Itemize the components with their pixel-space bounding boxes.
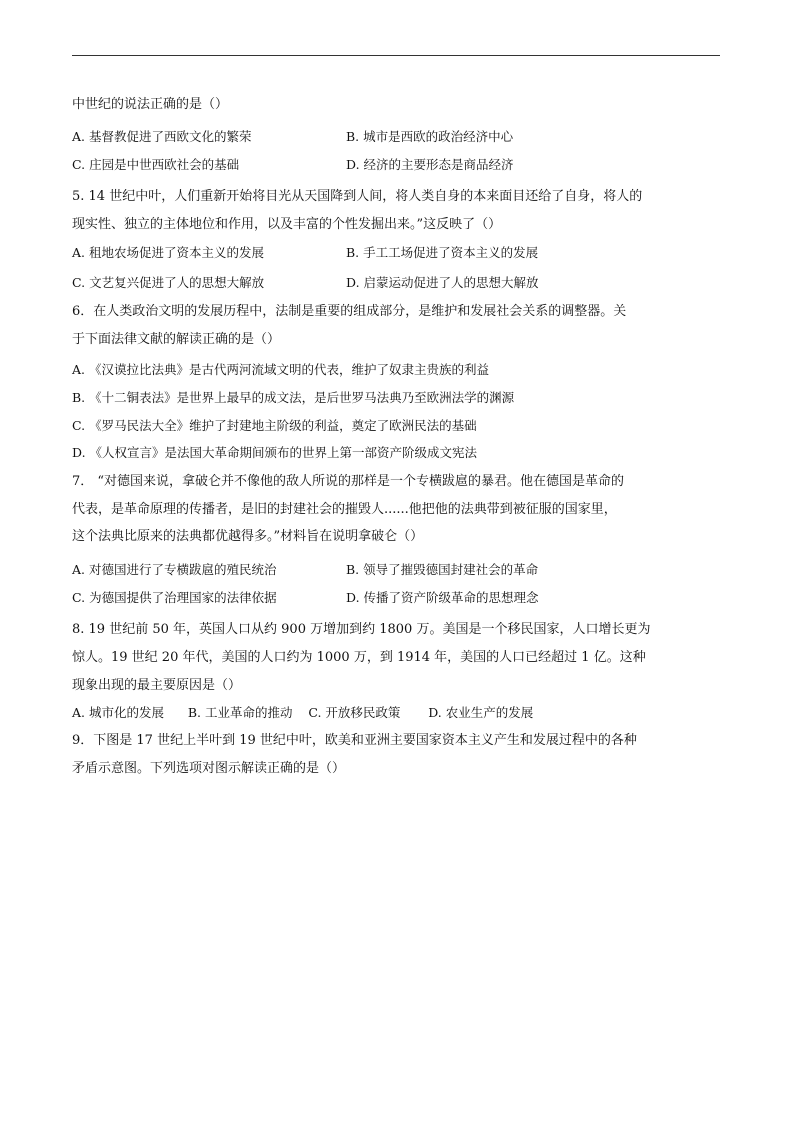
q7-option-d: D. 传播了资产阶级革命的思想理念 [346, 590, 539, 605]
q6-stem-line-1: 6．在人类政治文明的发展历程中，法制是重要的组成部分，是维护和发展社会关系的调整器。关 [72, 304, 627, 319]
q7-option-b: B. 领导了摧毁德国封建社会的革命 [346, 562, 539, 577]
q4-option-d: D. 经济的主要形态是商品经济 [346, 157, 514, 172]
q9-stem-line-1: 9．下图是 17 世纪上半叶到 19 世纪中叶，欧美和亚洲主要国家资本主义产生和发展过程中的各种 [72, 733, 637, 748]
q8-options: A. 城市化的发展 B. 工业革命的推动 C. 开放移民政策 D. 农业生产的发展 [72, 705, 534, 720]
q5-option-b: B. 手工工场促进了资本主义的发展 [346, 245, 539, 260]
q6-option-b: B. 《十二铜表法》是世界上最早的成文法，是后世罗马法典乃至欧洲法学的渊源 [72, 390, 515, 405]
q6-stem-line-2: 于下面法律文献的解读正确的是（） [72, 332, 281, 347]
q8-stem-line-3: 现象出现的最主要原因是（） [72, 678, 242, 693]
q4-option-a: A. 基督教促进了西欧文化的繁荣 [72, 129, 252, 144]
q4-stem: 中世纪的说法正确的是（） [72, 97, 229, 112]
q4-option-b: B. 城市是西欧的政治经济中心 [346, 129, 514, 144]
q6-option-c: C. 《罗马民法大全》维护了封建地主阶级的利益，奠定了欧洲民法的基础 [72, 418, 477, 433]
q7-stem-line-3: 这个法典比原来的法典都优越得多。”材料旨在说明拿破仑（） [72, 529, 424, 544]
header-rule [72, 55, 720, 56]
q7-stem-line-2: 代表，是革命原理的传播者，是旧的封建社会的摧毁人......他把他的法典带到被征服的国家里， [72, 502, 617, 517]
q7-option-c: C. 为德国提供了治理国家的法律依据 [72, 590, 277, 605]
q6-option-d: D. 《人权宣言》是法国大革命期间颁布的世界上第一部资产阶级成文宪法 [72, 445, 478, 460]
q5-stem-line-2: 现实性、独立的主体地位和作用，以及丰富的个性发掘出来。”这反映了（） [72, 217, 502, 232]
q5-option-c: C. 文艺复兴促进了人的思想大解放 [72, 275, 265, 290]
q8-stem-line-1: 8. 19 世纪前 50 年，英国人口从约 900 万增加到约 1800 万。美国是一个移民国家，人口增长更为 [72, 622, 651, 637]
q5-option-d: D. 启蒙运动促进了人的思想大解放 [346, 275, 539, 290]
q6-option-a: A. 《汉谟拉比法典》是古代两河流域文明的代表，维护了奴隶主贵族的利益 [72, 362, 489, 377]
q5-stem-line-1: 5. 14 世纪中叶，人们重新开始将目光从天国降到人间，将人类自身的本来面目还给了自身，将人的 [72, 189, 643, 204]
q4-option-c: C. 庄园是中世西欧社会的基础 [72, 157, 240, 172]
q8-stem-line-2: 惊人。19 世纪 20 年代，美国的人口约为 1000 万，到 1914 年，美国的人口已经超过 1 亿。这种 [72, 650, 646, 665]
q7-stem-line-1: 7． “对德国来说，拿破仑并不像他的敌人所说的那样是一个专横跋扈的暴君。他在德国是革命的 [72, 474, 625, 489]
q9-stem-line-2: 矛盾示意图。下列选项对图示解读正确的是（） [72, 761, 346, 776]
q7-option-a: A. 对德国进行了专横跋扈的殖民统治 [72, 562, 277, 577]
q5-option-a: A. 租地农场促进了资本主义的发展 [72, 245, 264, 260]
